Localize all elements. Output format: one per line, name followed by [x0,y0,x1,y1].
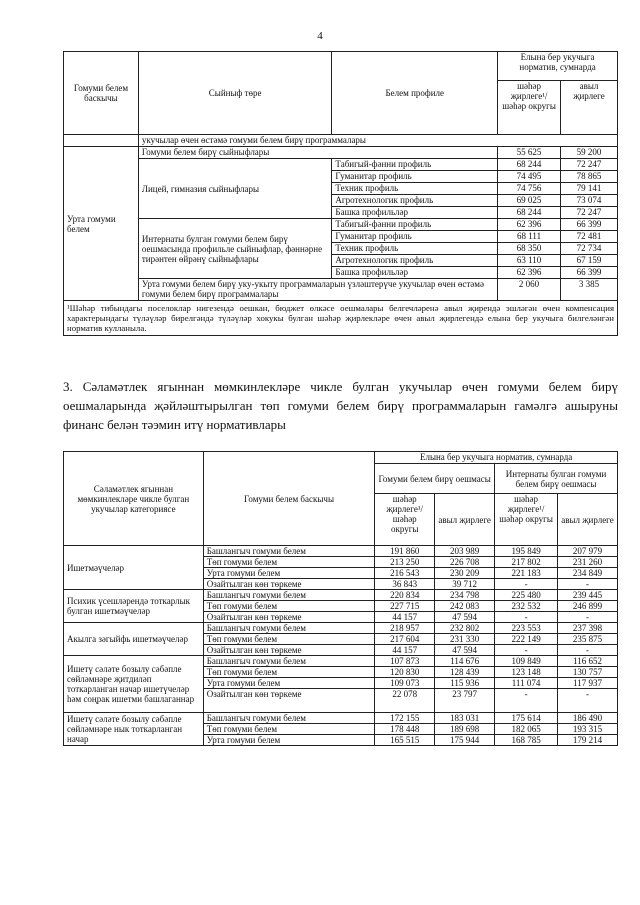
boarding-urban-value: 175 614 [495,713,558,724]
profile-cell: Гуманитар профиль [332,231,498,243]
boarding-urban-value: 195 849 [495,546,558,557]
header-urban: шәһәр җирлеге¹/ шәһәр округы [498,81,561,135]
level-cell: Башлангыч гомуми белем [203,623,375,634]
boarding-urban-value: - [495,689,558,713]
boarding-rural-value: - [558,612,618,623]
general-urban-value: 227 715 [375,601,435,612]
urban-value: 68 244 [498,159,561,171]
general-rural-value: 226 708 [435,557,495,568]
boarding-urban-value: 111 074 [495,678,558,689]
boarding-urban-value: - [495,579,558,590]
level-cell: Озайтылган көн төркеме [203,579,375,590]
boarding-urban-value: 168 785 [495,735,558,746]
general-urban-value: 107 873 [375,656,435,667]
boarding-urban-value: 223 553 [495,623,558,634]
general-urban-value: 109 073 [375,678,435,689]
boarding-rural-value: 117 937 [558,678,618,689]
level-secondary-label: Урта гомуми белем [64,147,139,301]
general-rural-value: 114 676 [435,656,495,667]
rural-value: 72 734 [561,243,618,255]
general-rural-value: 231 330 [435,634,495,645]
level-cell: Башлангыч гомуми белем [203,656,375,667]
header-rural: авыл җирлеге [561,81,618,135]
table-row [64,656,618,667]
urban-value: 63 110 [498,255,561,267]
category-label: Ишетү сәләте бозылу сәбәпле сөйләмнәре нык тоткарланган начар [64,713,204,746]
urban-value: 68 244 [498,207,561,219]
general-rural-value: 242 083 [435,601,495,612]
rural-value: 67 159 [561,255,618,267]
row-top-label: укучылар өчен өстәмә гомуми белем бирү программалары [138,135,617,147]
boarding-rural-value: 234 849 [558,568,618,579]
rural-value: 72 247 [561,207,618,219]
additional-urban: 2 060 [498,279,561,301]
general-urban-value: 165 515 [375,735,435,746]
boarding-urban-value: 217 802 [495,557,558,568]
header-boarding-org: Интернаты булган гомуми белем бирү оешмасы [495,464,618,494]
rural-value: 78 865 [561,171,618,183]
urban-value: 62 396 [498,267,561,279]
table-footnote: ¹Шәһәр тибындагы поселоклар нигезендә оешкан, бюджет өлкәсе оешмалары белгечләренә авыл җирендә эшләгән өчен компенсация характерындагы түләүләр бирелгәндә түләүләр хокукы булган шәһәр җирлекләре өчен авыл җирлегендә елына бер укучыга билгеләнгән норматив кулланыла. [64,301,618,336]
boarding-urban-value: - [495,645,558,656]
boarding-rural-value: 239 445 [558,590,618,601]
level-cell: Төп гомуми белем [203,724,375,735]
boarding-urban-value: - [495,612,558,623]
boarding-rural-value: 207 979 [558,546,618,557]
general-urban-value: 120 830 [375,667,435,678]
general-urban-value: 44 157 [375,645,435,656]
general-rural-value: 23 797 [435,689,495,713]
category-label: Акылга зәгыйфь ишетмәүчеләр [64,623,204,656]
level-cell: Төп гомуми белем [203,634,375,645]
level-cell: Төп гомуми белем [203,667,375,678]
rural-value: 66 399 [561,219,618,231]
category-label: Ишетмәүчеләр [64,546,204,590]
general-urban-value: 36 843 [375,579,435,590]
category-label: Ишетү сәләте бозылу сәбәпле сөйләмнәре җитдиләп тоткарланган начар ишетүчеләр һәм соңрак ишетми башлаганнар [64,656,204,713]
rural-value: 79 141 [561,183,618,195]
general-urban-value: 44 157 [375,612,435,623]
general-rural-value: 183 031 [435,713,495,724]
boarding-urban-value: 221 183 [495,568,558,579]
table-row [64,713,618,724]
level-cell: Озайтылган көн төркеме [203,612,375,623]
level-cell: Озайтылган көн төркеме [203,689,375,713]
rural-value: 73 074 [561,195,618,207]
profile-cell: Башка профильләр [332,267,498,279]
profile-cell: Башка профильләр [332,207,498,219]
general-rural-value: 115 936 [435,678,495,689]
boarding-rural-value: - [558,579,618,590]
boarding-rural-value: 116 652 [558,656,618,667]
section-heading: 3. Сәламәтлек ягыннан мөмкинлекләре чикле булган укучылар өчен гомуми белем бирү оешмаларында җәйләштырылган төп гомуми белем бирү программаларын гамәлгә ашыруны финанс белән тәэмин итү нормативлары [63,379,618,432]
general-rural-value: 175 944 [435,735,495,746]
urban-value: 68 111 [498,231,561,243]
level-cell: Башлангыч гомуми белем [203,590,375,601]
profile-cell: Табигый-фәнни профиль [332,159,498,171]
level-cell: Урта гомуми белем [203,678,375,689]
general-rural-value: 234 798 [435,590,495,601]
header-general-org: Гомуми белем бирү оешмасы [375,464,495,494]
profile-cell: Техник профиль [332,243,498,255]
boarding-rural-value: 237 398 [558,623,618,634]
boarding-rural-value: 186 490 [558,713,618,724]
boarding-urban-value: 123 148 [495,667,558,678]
category-label: Психик үсешләрендә тоткарлык булган ишетмәүчеләр [64,590,204,623]
header-normative-group: Елына бер укучыга норматив, сумнарда [375,452,618,464]
boarding-rural-value: 231 260 [558,557,618,568]
additional-rural: 3 385 [561,279,618,301]
level-cell: Төп гомуми белем [203,557,375,568]
profile-cell: Агротехнологик профиль [332,195,498,207]
general-urban-value: 178 448 [375,724,435,735]
general-rural-value: 47 594 [435,612,495,623]
general-classes-urban: 55 625 [498,147,561,159]
general-rural-value: 230 209 [435,568,495,579]
boarding-rural-value: - [558,689,618,713]
general-rural-value: 39 712 [435,579,495,590]
normatives-table-disabled-students [63,451,618,746]
boarding-urban-value: 109 849 [495,656,558,667]
general-rural-value: 232 802 [435,623,495,634]
profile-cell: Гуманитар профиль [332,171,498,183]
boarding-rural-value: 235 875 [558,634,618,645]
boarding-rural-value: - [558,645,618,656]
header-rural: авыл җирлеге [558,494,618,546]
level-cell: Башлангыч гомуми белем [203,546,375,557]
header-level: Гомуми белем баскычы [203,452,375,546]
general-rural-value: 128 439 [435,667,495,678]
table-row [64,590,618,601]
rural-value: 72 247 [561,159,618,171]
table-row [64,546,618,557]
urban-value: 69 025 [498,195,561,207]
page-number: 4 [317,30,323,42]
boarding-rural-value: 130 757 [558,667,618,678]
boarding-label: Интернаты булган гомуми белем бирү оешмасында профильле сыйныфлар, фәннәрне тирәнтен өйрәнү сыйныфлары [138,219,332,279]
general-urban-value: 218 957 [375,623,435,634]
general-classes-label: Гомуми белем бирү сыйныфлары [138,147,497,159]
rural-value: 72 481 [561,231,618,243]
profile-cell: Техник профиль [332,183,498,195]
general-urban-value: 22 078 [375,689,435,713]
general-urban-value: 220 834 [375,590,435,601]
table-cell [64,135,139,147]
urban-value: 74 756 [498,183,561,195]
level-cell: Башлангыч гомуми белем [203,713,375,724]
urban-value: 68 350 [498,243,561,255]
boarding-rural-value: 193 315 [558,724,618,735]
general-rural-value: 203 989 [435,546,495,557]
header-profile: Белем профиле [332,52,498,135]
boarding-rural-value: 246 899 [558,601,618,612]
lyceum-label: Лицей, гимназия сыйныфлары [138,159,332,219]
urban-value: 62 396 [498,219,561,231]
header-class-type: Сыйныф төре [138,52,332,135]
general-urban-value: 216 543 [375,568,435,579]
general-urban-value: 213 250 [375,557,435,568]
boarding-rural-value: 179 214 [558,735,618,746]
header-urban: шәһәр җирлеге¹/ шәһәр округы [375,494,435,546]
profile-cell: Табигый-фәнни профиль [332,219,498,231]
header-category: Сәламәтлек ягыннан мөмкинлекләре чикле булган укучылар категориясе [64,452,204,546]
level-cell: Төп гомуми белем [203,601,375,612]
general-urban-value: 172 155 [375,713,435,724]
level-cell: Урта гомуми белем [203,735,375,746]
level-cell: Урта гомуми белем [203,568,375,579]
boarding-urban-value: 232 532 [495,601,558,612]
table-row [64,623,618,634]
boarding-urban-value: 222 149 [495,634,558,645]
profile-cell: Агротехнологик профиль [332,255,498,267]
header-rural: авыл җирлеге [435,494,495,546]
general-rural-value: 47 594 [435,645,495,656]
boarding-urban-value: 225 480 [495,590,558,601]
header-normative-group: Елына бер укучыга норматив, сумнарда [498,52,618,81]
general-urban-value: 217 604 [375,634,435,645]
rural-value: 66 399 [561,267,618,279]
header-urban: шәһәр җирлеге¹/ шәһәр округы [495,494,558,546]
general-urban-value: 191 860 [375,546,435,557]
urban-value: 74 495 [498,171,561,183]
header-level: Гомуми белем баскычы [64,52,139,135]
normatives-table-secondary [63,51,618,336]
general-rural-value: 189 698 [435,724,495,735]
level-cell: Озайтылган көн төркеме [203,645,375,656]
additional-programs-label: Урта гомуми белем бирү уку-укыту программаларын үзләштерүче укучылар өчен өстәмә гомуми белем бирү программалары [138,279,497,301]
boarding-urban-value: 182 065 [495,724,558,735]
general-classes-rural: 59 200 [561,147,618,159]
